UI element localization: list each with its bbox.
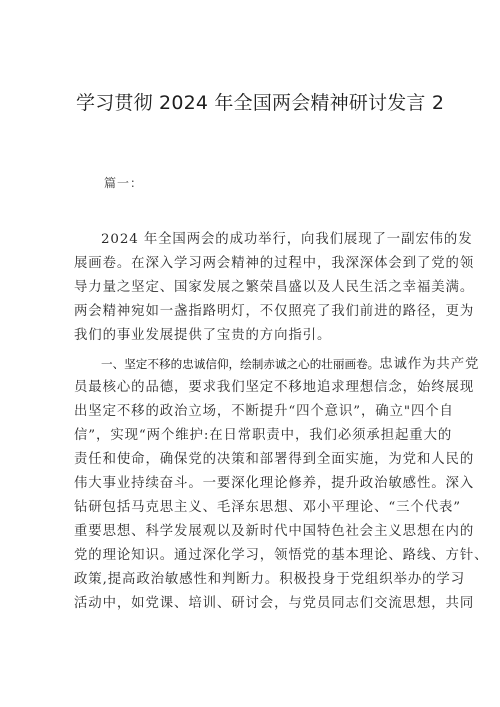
paragraph-line: 伟大事业持续奋斗。一要深化理论修养，提升政治敏感性。深入 xyxy=(74,476,475,491)
paragraph-line: 活动中，如党课、培训、研讨会，与党员同志们交流思想，共同 xyxy=(74,596,475,611)
paragraph-heading: 一、坚定不移的忠诚信仰，绘制赤诚之心的壮丽画卷。 xyxy=(101,357,380,371)
paragraph-line: 出坚定不移的政治立场，不断提升“四个意识”，确立"四个自 xyxy=(74,404,454,419)
paragraph-1 xyxy=(74,228,475,348)
paragraph-line: 政策,提高政治敏感性和判断力。积极投身于党组织举办的学习 xyxy=(74,572,466,587)
paragraph-line: 钻研包括马克思主义、毛泽东思想、邓小平理论、“三个代表” xyxy=(74,500,462,515)
section-label: 篇一： xyxy=(104,176,144,190)
paragraph-line: 党的理论知识。通过深化学习，领悟党的基本理论、路线、方针、 xyxy=(74,548,489,563)
paragraph-line: 重要思想、科学发展观以及新时代中国特色社会主义思想在内的 xyxy=(74,524,475,539)
paragraph-line: 2024 年全国两会的成功举行，向我们展现了一副宏伟的发 xyxy=(101,232,473,247)
paragraph-line: 员最核心的品德，要求我们坚定不移地追求理想信念，始终展现 xyxy=(74,380,475,395)
paragraph-line: 两会精神宛如一盏指路明灯，不仅照亮了我们前进的路径，更为 xyxy=(74,304,475,319)
paragraph-line: 信”，实现“两个维护:在日常职责中，我们必须承担起重大的 xyxy=(74,428,453,443)
paragraph-text: 忠诚作为共产党 xyxy=(379,357,480,372)
document-title: 学习贯彻 2024 年全国两会精神研讨发言 2 xyxy=(76,92,445,114)
paragraph-line: 我们的事业发展提供了宝贵的方向指引。 xyxy=(74,328,332,343)
paragraph-line: 责任和使命，确保党的决策和部署得到全面实施，为党和人民的 xyxy=(74,452,475,467)
paragraph-2 xyxy=(74,352,489,616)
paragraph-first-line xyxy=(74,352,480,376)
paragraph-line: 导力量之坚定、国家发展之繁荣昌盛以及人民生活之幸福美满。 xyxy=(74,280,475,295)
paragraph-line: 展画卷。在深入学习两会精神的过程中，我深深体会到了党的领 xyxy=(74,256,475,271)
